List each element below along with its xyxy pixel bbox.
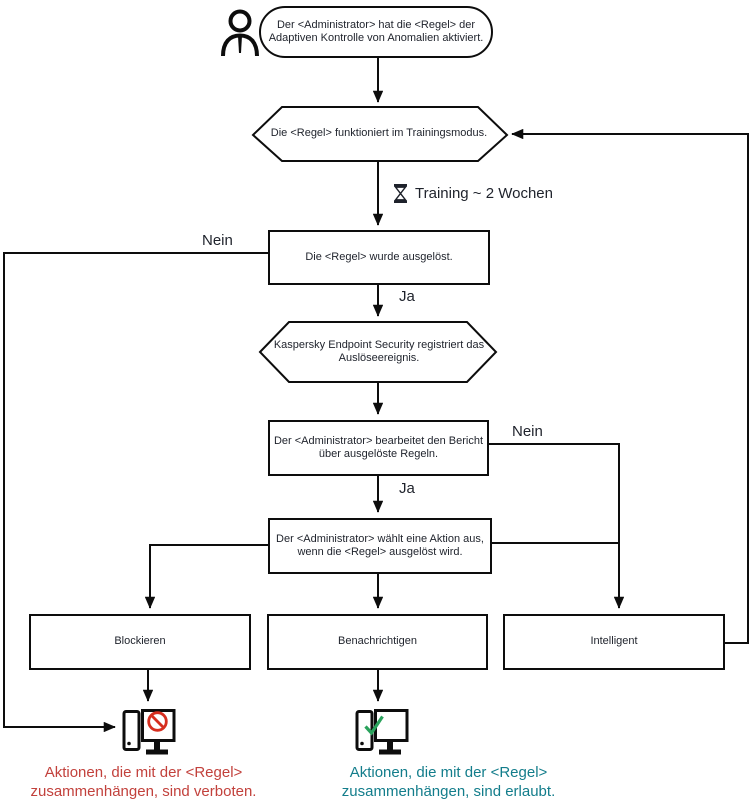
caption-allowed-line1: Aktionen, die mit der <Regel> bbox=[349, 764, 548, 781]
training-mode-text: Die <Regel> funktioniert im Trainingsmodus. bbox=[270, 127, 488, 140]
choose-action-line1: Der <Administrator> wählt eine Aktion aus, bbox=[276, 532, 484, 545]
caption-forbidden-line1: Aktionen, die mit der <Regel> bbox=[44, 764, 243, 781]
edge-smart-loop-to-training bbox=[512, 134, 748, 643]
edge-edit-report-no-to-smart bbox=[489, 444, 619, 608]
edit-report-line1: Der <Administrator> bearbeitet den Bericht bbox=[273, 434, 484, 447]
edge-choose-to-block bbox=[150, 545, 268, 608]
caption-allowed-line2: zusammenhängen, sind erlaubt. bbox=[341, 783, 556, 800]
rule-triggered-node bbox=[268, 230, 490, 285]
label-yes-1: Ja bbox=[399, 288, 415, 305]
action-smart-node bbox=[503, 614, 725, 670]
start-node-line2: Adaptiven Kontrolle von Anomalien aktiviert. bbox=[268, 32, 484, 44]
action-block-text: Blockieren bbox=[114, 635, 166, 648]
register-event-line2: Auslöseereignis. bbox=[338, 352, 420, 364]
register-event-line1: Kaspersky Endpoint Security registriert das bbox=[273, 338, 485, 351]
label-yes-2: Ja bbox=[399, 480, 415, 497]
start-node-line1: Der <Administrator> hat die <Regel> der bbox=[276, 18, 476, 31]
caption-forbidden-line2: zusammenhängen, sind verboten. bbox=[30, 783, 257, 800]
action-notify-text: Benachrichtigen bbox=[338, 635, 417, 648]
training-duration-label bbox=[393, 183, 553, 204]
start-node bbox=[259, 6, 493, 58]
action-block-node bbox=[29, 614, 251, 670]
hourglass-icon bbox=[393, 183, 408, 204]
training-duration-text: Training ~ 2 Wochen bbox=[415, 184, 553, 202]
training-mode-label bbox=[264, 107, 494, 161]
edit-report-line2: über ausgelöste Regeln. bbox=[318, 448, 439, 460]
prohibition-icon bbox=[149, 713, 167, 731]
caption-allowed bbox=[327, 763, 570, 801]
register-event-label bbox=[264, 322, 494, 382]
action-smart-text: Intelligent bbox=[590, 635, 638, 648]
choose-action-node bbox=[268, 518, 492, 574]
edit-report-node bbox=[268, 420, 489, 476]
action-notify-node bbox=[267, 614, 488, 670]
label-no-1: Nein bbox=[202, 232, 233, 249]
caption-forbidden bbox=[22, 763, 265, 801]
person-icon bbox=[223, 12, 257, 57]
rule-triggered-text: Die <Regel> wurde ausgelöst. bbox=[305, 250, 453, 263]
label-no-2: Nein bbox=[512, 423, 543, 440]
choose-action-line2: wenn die <Regel> ausgelöst wird. bbox=[297, 546, 463, 558]
